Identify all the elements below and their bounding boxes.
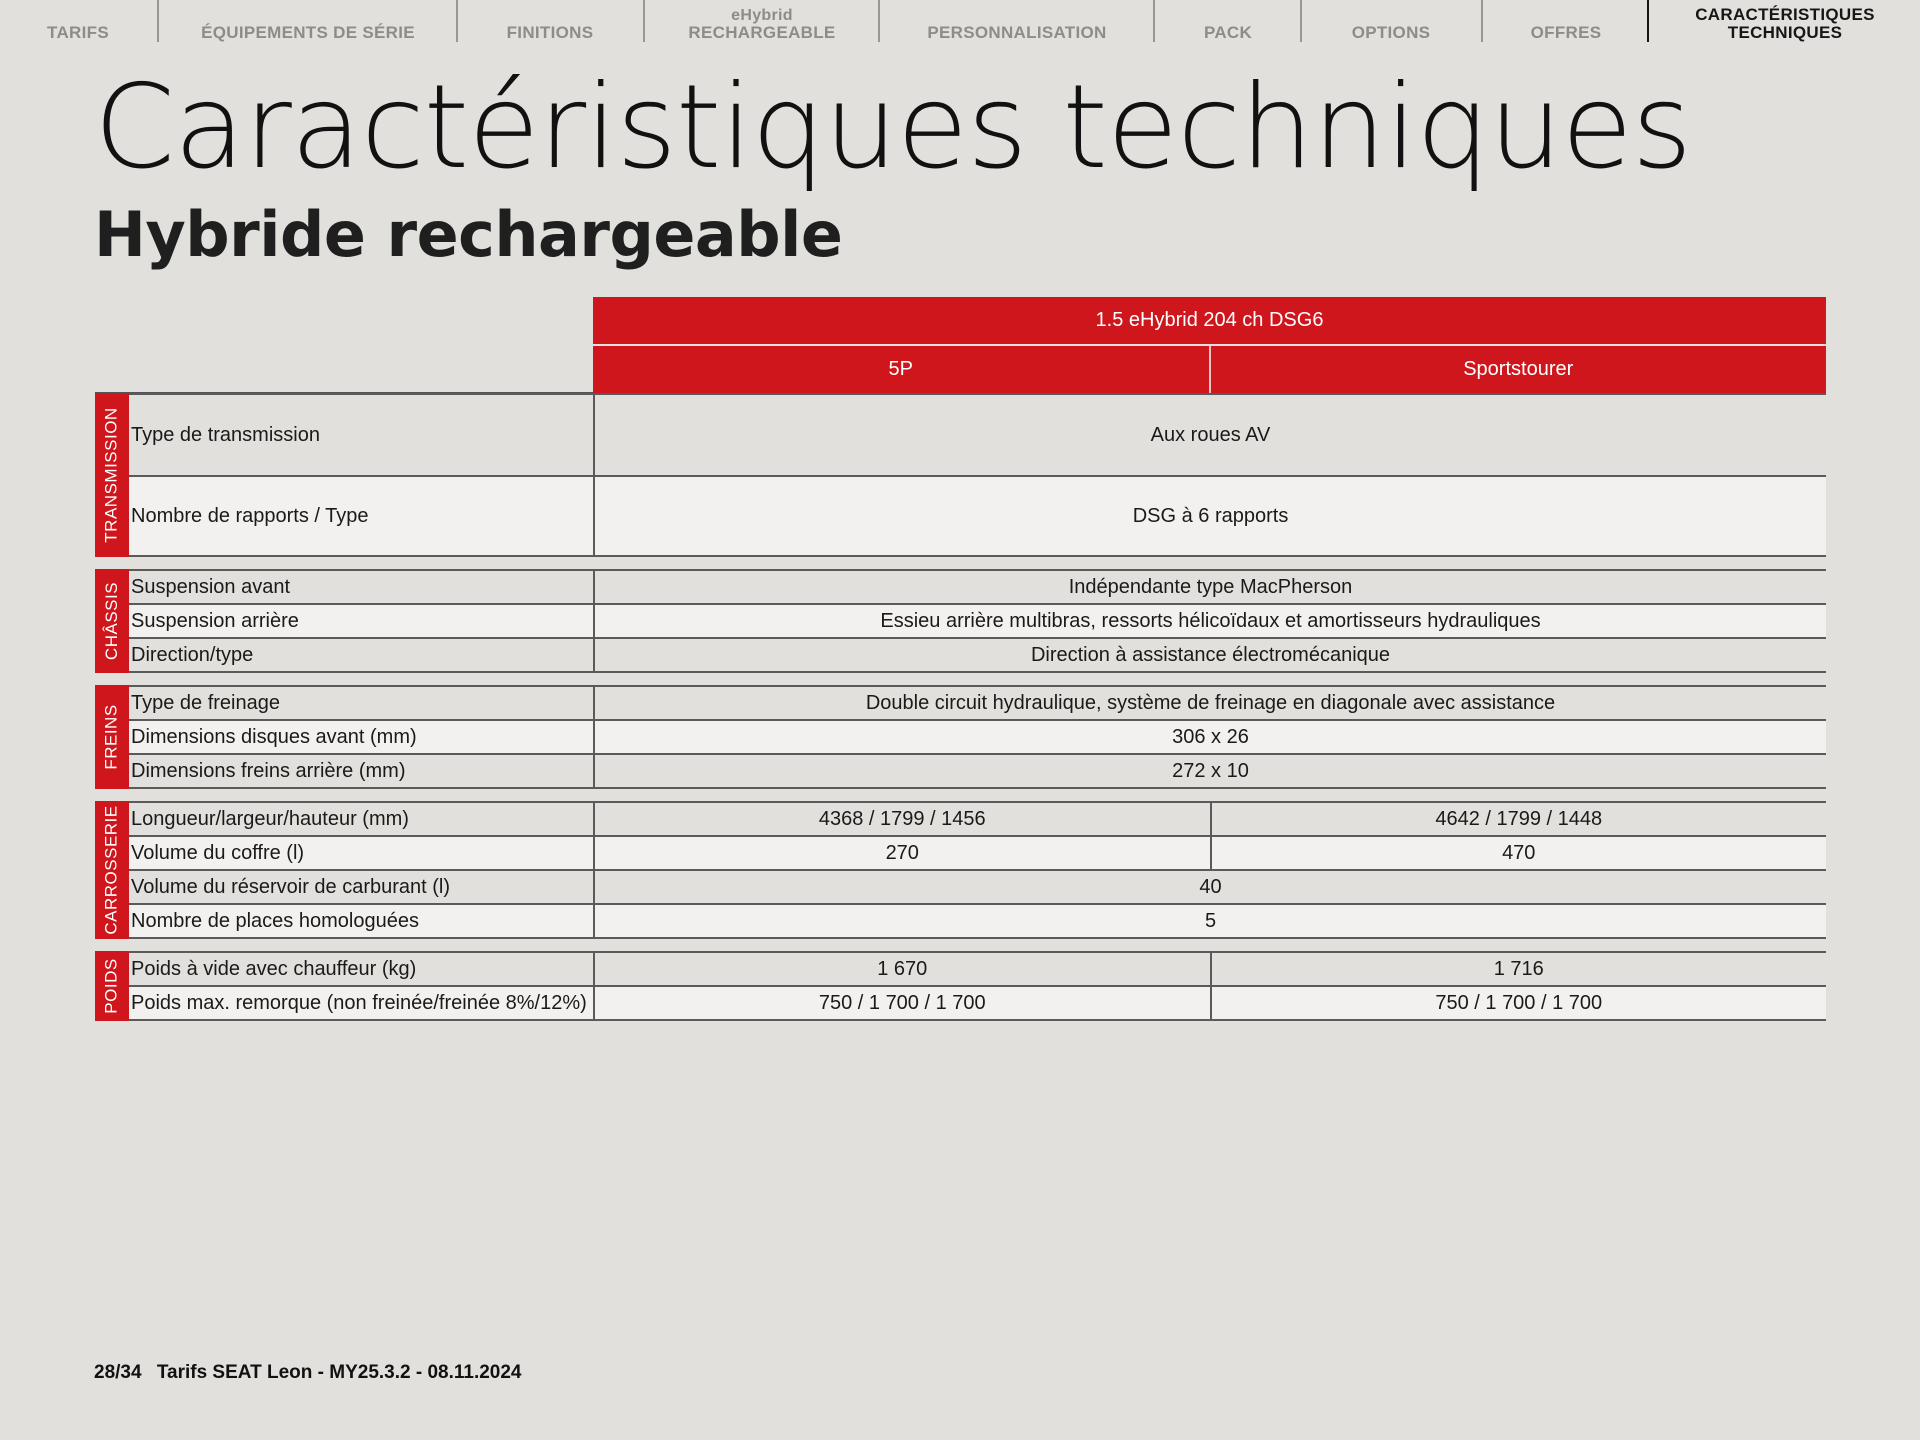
row-label: Type de freinage: [131, 691, 280, 714]
row-label: Suspension arrière: [131, 609, 299, 632]
row-value: Essieu arrière multibras, ressorts hélicoïdaux et amortisseurs hydrauliques: [880, 609, 1541, 632]
table-row: [129, 869, 1826, 903]
row-label: Longueur/largeur/hauteur (mm): [131, 807, 409, 830]
variant-header-sportstourer: [1209, 346, 1827, 393]
row-values: [593, 477, 1826, 555]
row-value: Double circuit hydraulique, système de freinage en diagonale avec assistance: [865, 691, 1556, 714]
nav-divider: [1153, 0, 1155, 42]
nav-divider: [878, 0, 880, 42]
nav-tab-caracteristiques-techniques[interactable]: [1680, 0, 1890, 44]
row-values: [593, 803, 1826, 835]
nav-tab-options[interactable]: [1330, 0, 1452, 44]
row-values: [593, 987, 1826, 1019]
row-value: 40: [1199, 875, 1222, 898]
section-poids: [95, 951, 1826, 1021]
nav-tab-sublabel: eHybrid: [731, 7, 793, 24]
section-rows: [129, 393, 1826, 557]
row-label: Nombre de places homologuées: [131, 909, 419, 932]
table-row: [129, 903, 1826, 939]
row-value: Direction à assistance électromécanique: [1030, 643, 1391, 666]
row-value-5p: 4368 / 1799 / 1456: [818, 807, 986, 830]
nav-divider: [157, 0, 159, 42]
row-values: [593, 755, 1826, 787]
table-row: [129, 569, 1826, 603]
page-footer: [94, 1362, 522, 1384]
table-row: [129, 951, 1826, 985]
row-values: [593, 571, 1826, 603]
row-label: Suspension avant: [131, 575, 291, 598]
row-label: Poids à vide avec chauffeur (kg): [131, 957, 417, 980]
footer-text: Tarifs SEAT Leon - MY25.3.2 - 08.11.2024: [156, 1362, 522, 1383]
nav-tab-label: PACK: [1203, 23, 1253, 42]
row-label: Poids max. remorque (non freinée/freinée 8%/12%): [131, 991, 587, 1014]
section-transmission: [95, 393, 1826, 557]
section-label-text: TRANSMISSION: [102, 407, 121, 543]
row-label: Dimensions disques avant (mm): [131, 725, 417, 748]
section-rows: [129, 801, 1826, 939]
table-row: [129, 753, 1826, 789]
row-value: 272 x 10: [1172, 759, 1249, 782]
row-values: [593, 605, 1826, 637]
table-row: [129, 603, 1826, 637]
nav-tab-tarifs[interactable]: [28, 0, 128, 44]
nav-tab-ehybrid-rechargeable[interactable]: [670, 0, 854, 44]
row-label: Nombre de rapports / Type: [131, 504, 369, 527]
section-label: [95, 801, 129, 939]
nav-tab-personnalisation[interactable]: [900, 0, 1134, 44]
row-label: Direction/type: [131, 643, 254, 666]
nav-tab-label: ÉQUIPEMENTS DE SÉRIE: [201, 23, 415, 42]
page-title: Caractéristiques techniques: [94, 60, 1692, 195]
nav-tab-label: TARIFS: [47, 23, 109, 42]
row-label: Type de transmission: [131, 423, 320, 446]
table-row: [129, 985, 1826, 1021]
page-subtitle: Hybride rechargeable: [94, 198, 843, 271]
section-label: [95, 569, 129, 673]
row-values: [593, 837, 1826, 869]
engine-label: 1.5 eHybrid 204 ch DSG6: [1095, 309, 1324, 331]
variant-label: 5P: [888, 358, 913, 380]
nav-divider: [643, 0, 645, 42]
section-label-text: FREINS: [102, 704, 121, 770]
nav-tab-equipements[interactable]: [180, 0, 436, 44]
nav-tab-label-line2: TECHNIQUES: [1727, 23, 1843, 42]
row-value-sportstourer: 1 716: [1210, 953, 1827, 985]
nav-tab-offres[interactable]: [1510, 0, 1622, 44]
variant-header-row: [593, 346, 1826, 393]
nav-divider: [1481, 0, 1483, 42]
row-value-5p: 270: [885, 841, 919, 864]
variant-label: Sportstourer: [1463, 358, 1574, 380]
row-value-5p: 750 / 1 700 / 1 700: [818, 991, 986, 1014]
table-row: [129, 685, 1826, 719]
section-carrosserie: [95, 801, 1826, 939]
row-value-5p: 1 670: [877, 957, 928, 980]
row-value-sportstourer: 750 / 1 700 / 1 700: [1210, 987, 1827, 1019]
row-value: DSG à 6 rapports: [1132, 504, 1289, 527]
section-rows: [129, 685, 1826, 789]
table-row: [129, 475, 1826, 557]
row-value-sportstourer: 4642 / 1799 / 1448: [1210, 803, 1827, 835]
row-value: 5: [1204, 909, 1217, 932]
section-rows: [129, 951, 1826, 1021]
section-label: [95, 393, 129, 557]
row-values: [593, 905, 1826, 937]
section-label-text: CHÂSSIS: [102, 581, 122, 661]
row-value: Aux roues AV: [1150, 423, 1271, 446]
top-navigation: [0, 0, 1920, 44]
nav-tab-finitions[interactable]: [480, 0, 620, 44]
nav-tab-label: PERSONNALISATION: [927, 23, 1107, 42]
nav-tab-label: FINITIONS: [506, 23, 594, 42]
row-value: Indépendante type MacPherson: [1068, 575, 1353, 598]
row-value-sportstourer: 470: [1210, 837, 1827, 869]
nav-divider: [1300, 0, 1302, 42]
page-number: 28/34: [94, 1362, 142, 1383]
row-values: [593, 871, 1826, 903]
nav-tab-pack[interactable]: [1180, 0, 1276, 44]
nav-tab-label: OPTIONS: [1351, 23, 1431, 42]
nav-tab-label: CARACTÉRISTIQUES: [1695, 5, 1875, 24]
section-label: [95, 951, 129, 1021]
engine-header: [593, 297, 1826, 344]
nav-divider-active: [1647, 0, 1649, 42]
nav-tab-label: RECHARGEABLE: [688, 23, 836, 42]
section-label-text: CARROSSERIE: [102, 805, 121, 935]
table-row: [129, 393, 1826, 475]
row-values: [593, 721, 1826, 753]
row-values: [593, 395, 1826, 475]
table-row: [129, 637, 1826, 673]
table-row: [129, 801, 1826, 835]
section-chassis: [95, 569, 1826, 673]
row-values: [593, 953, 1826, 985]
section-label-text: POIDS: [102, 958, 121, 1014]
section-rows: [129, 569, 1826, 673]
row-values: [593, 687, 1826, 719]
nav-tab-label: OFFRES: [1530, 23, 1602, 42]
row-value: 306 x 26: [1172, 725, 1249, 748]
table-row: [129, 719, 1826, 753]
section-label: [95, 685, 129, 789]
section-freins: [95, 685, 1826, 789]
row-label: Volume du réservoir de carburant (l): [131, 875, 451, 898]
row-label: Volume du coffre (l): [131, 841, 305, 864]
row-values: [593, 639, 1826, 671]
variant-header-5p: [593, 346, 1209, 393]
table-row: [129, 835, 1826, 869]
nav-divider: [456, 0, 458, 42]
row-label: Dimensions freins arrière (mm): [131, 759, 406, 782]
